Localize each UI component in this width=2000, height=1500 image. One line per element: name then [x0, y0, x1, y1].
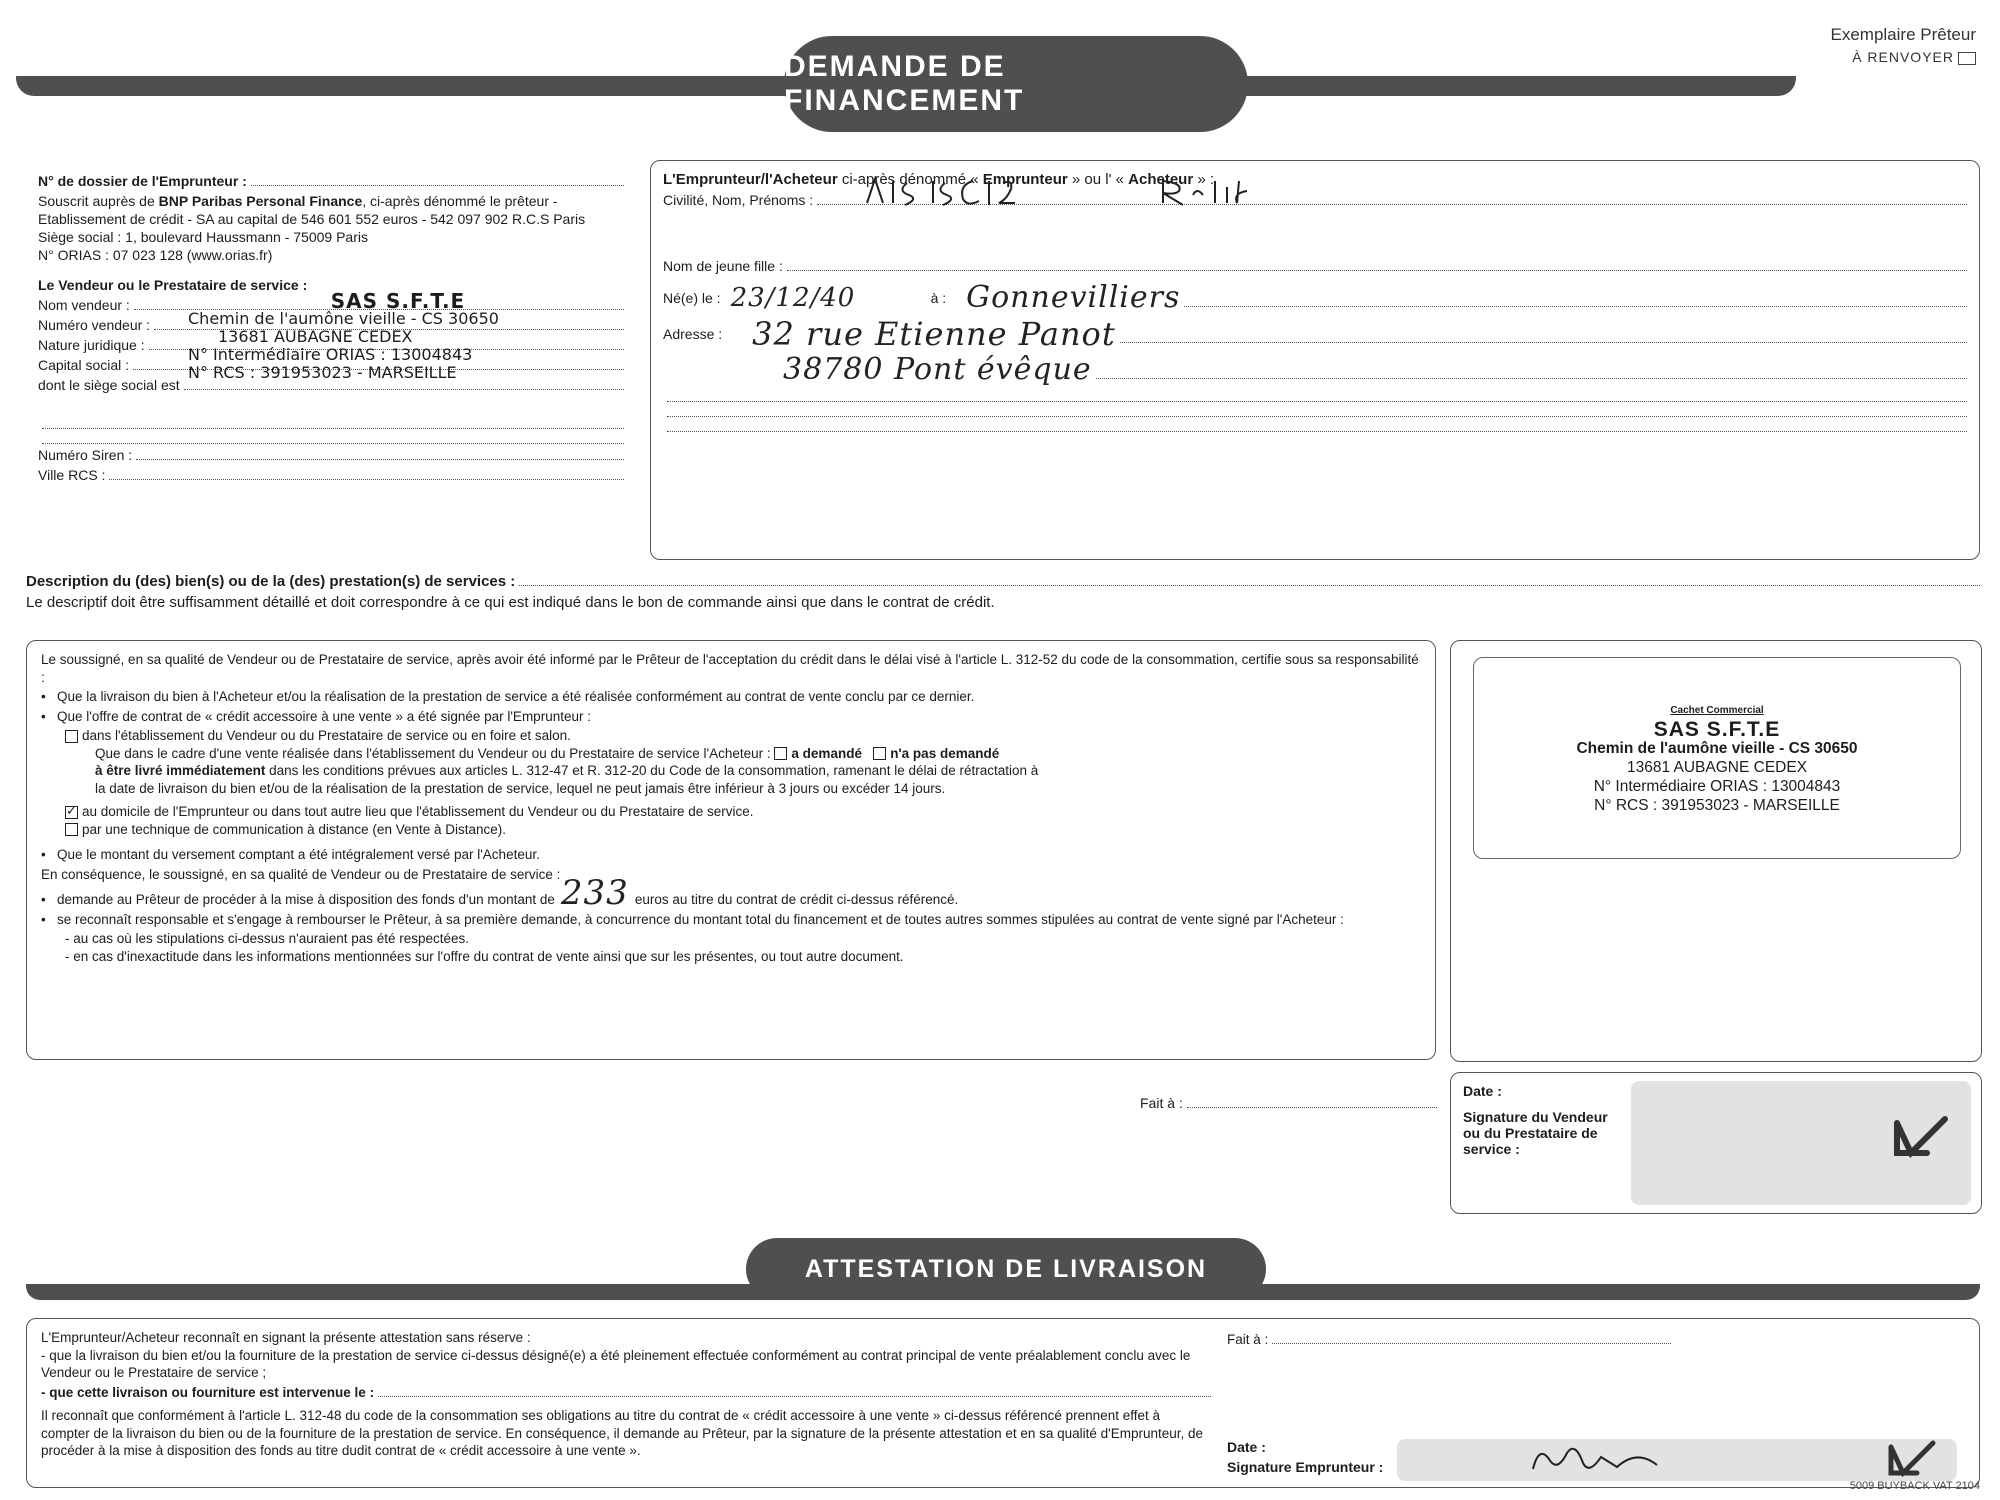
maiden-name-field[interactable] — [787, 258, 1967, 271]
home-checkbox[interactable] — [65, 806, 78, 819]
stamp-city: 13681 AUBAGNE CEDEX — [1626, 759, 1808, 776]
copy-sub: À RENVOYER — [1852, 49, 1954, 65]
delivery-date-field[interactable] — [378, 1384, 1211, 1397]
attestation-p3: Il reconnaît que conformément à l'article L. 312-48 du code de la consommation ses obligations au titre du contrat de « crédit accessoire à une vente » ci-dessus référencé prennent effet à compter de la livraison du bien ou de la fourniture de la prestation de service. En conséquence, il demande au Prêteur, par la signature de la présente attestation et en sa qualité d'Emprunteur, de procéder à la mise à disposition des fonds au titre dudit contrat de « crédit accessoire à une vente ». — [41, 1408, 1204, 1458]
description-title: Description du (des) bien(s) ou de la (des) prestation(s) de services : — [26, 573, 516, 590]
option-home: ✓au domicile de l'Emprunteur ou dans tout autre lieu que l'établissement du Vendeur ou du Prestataire de service. — [41, 803, 1421, 821]
vendor-heading: Le Vendeur ou le Prestataire de service : — [38, 277, 308, 293]
cert-bullet-delivery: • Que la livraison du bien à l'Acheteur et/ou la réalisation de la prestation de service a été réalisée conformément au contrat de vente conclu par ce dernier. — [41, 689, 975, 704]
borrower-signature — [1527, 1439, 1727, 1479]
lender-line-2: Etablissement de crédit - SA au capital de 546 601 552 euros - 542 097 902 R.C.S Paris — [38, 211, 586, 227]
vendor-place-field[interactable] — [1187, 1107, 1437, 1108]
vendor-stamp-orias: N° Intermédiaire ORIAS : 13004843 — [188, 345, 473, 364]
vendor-sign-here-checkmark — [1891, 1113, 1951, 1163]
civility-label: Civilité, Nom, Prénoms : — [663, 192, 814, 208]
immediate-delivery-text-2: la date de livraison du bien et/ou de la réalisation de la prestation de service, lequel ne peut jamais être inférieur à 3 jours ou excéder 14 jours. — [95, 780, 946, 796]
address-line-3[interactable] — [667, 389, 1967, 402]
vendor-signature-box — [1450, 1072, 1982, 1214]
vendor-number-label: Numéro vendeur : — [38, 317, 151, 333]
vendor-date-label: Date : — [1463, 1083, 1502, 1099]
vendor-name-label: Nom vendeur : — [38, 297, 130, 313]
birth-place-label: à : — [930, 290, 947, 306]
borrower-section — [650, 160, 1980, 560]
vendor-stamp-name: SAS S.F.T.E — [330, 289, 466, 313]
rcs-city-field[interactable] — [109, 467, 624, 480]
vendor-stamp-city: 13681 AUBAGNE CEDEX — [218, 327, 413, 346]
vendor-stamp — [188, 289, 608, 382]
attestation-header — [26, 1238, 1980, 1310]
stamp-address: Chemin de l'aumône vieille - CS 30650 — [1576, 740, 1858, 757]
siren-field[interactable] — [136, 447, 624, 460]
address-line-1[interactable]: 32 rue Etienne Panot — [752, 315, 1116, 353]
vendor-extra-line-2[interactable] — [42, 431, 624, 444]
borrower-place-field[interactable] — [1272, 1331, 1671, 1344]
page-header — [16, 18, 1984, 146]
vendor-extra-line-1[interactable] — [42, 416, 624, 429]
cert-case-1: - au cas où les stipulations ci-dessus n'auraient pas été respectées. — [65, 931, 470, 946]
commercial-stamp-box — [1450, 640, 1982, 1062]
vendor-stamp-rcs: N° RCS : 391953023 - MARSEILLE — [188, 363, 457, 382]
borrower-fait-label: Fait à : — [1227, 1332, 1269, 1347]
attestation-title: ATTESTATION DE LIVRAISON — [746, 1238, 1266, 1300]
cert-bullet-funds: • demande au Prêteur de procéder à la mise à disposition des fonds d'un montant de 233 euros au titre du contrat de crédit ci-dessus référencé. — [41, 873, 959, 913]
birth-line — [1184, 294, 1967, 307]
immediate-delivery-text: à être livré immédiatement dans les conditions prévues aux articles L. 312-47 et R. 312-20 du Code de la consommation, ramenant le délai de rétractation à — [95, 763, 1039, 778]
lender-line-1: Souscrit auprès de BNP Paribas Personal Finance, ci-après dénommé le prêteur - — [38, 193, 558, 209]
attestation-p2: - que cette livraison ou fourniture est intervenue le : — [41, 1384, 375, 1400]
description-section — [26, 570, 1980, 612]
stamp-label: Cachet Commercial — [1670, 705, 1764, 716]
consequence-text: En conséquence, le soussigné, en sa qualité de Vendeur ou de Prestataire de service : — [41, 866, 561, 882]
address-line-2[interactable]: 38780 Pont évêque — [783, 352, 1092, 387]
attestation-section — [26, 1318, 1980, 1488]
header-ribbon-right — [1216, 76, 1796, 96]
commercial-stamp — [1473, 657, 1961, 859]
copy-checkbox[interactable] — [1958, 52, 1976, 65]
amount-value[interactable]: 233 — [560, 873, 629, 913]
cert-bullet-offer: • Que l'offre de contrat de « crédit accessoire à une vente » a été signée par l'Emprunteur : — [41, 708, 591, 724]
form-reference-code: 5009 BUYBACK VAT 2104 — [1849, 1480, 1980, 1492]
dossier-field[interactable] — [251, 173, 624, 186]
address-label: Adresse : — [663, 326, 723, 342]
siren-label: Numéro Siren : — [38, 447, 133, 463]
address-line-5[interactable] — [667, 419, 1967, 432]
address-line-4[interactable] — [667, 404, 1967, 417]
option-establishment: dans l'établissement du Vendeur ou du Prestataire de service ou en foire et salon. — [41, 727, 1421, 745]
vendor-signature-label: Signature du Vendeur ou du Prestataire de service : — [1463, 1109, 1608, 1157]
borrower-signature-label: Signature Emprunteur : — [1227, 1459, 1384, 1475]
header-ribbon-left — [16, 76, 816, 96]
not-asked-delivery-checkbox[interactable] — [873, 747, 886, 760]
dossier-label: N° de dossier de l'Emprunteur : — [38, 173, 247, 189]
vendor-stamp-address: Chemin de l'aumône vieille - CS 30650 — [188, 309, 499, 328]
borrower-date-label: Date : — [1227, 1439, 1266, 1455]
copy-indicator — [1830, 24, 1976, 68]
lender-vendor-section — [26, 160, 636, 560]
attestation-intro: L'Emprunteur/Acheteur reconnaît en signant la présente attestation sans réserve : — [41, 1330, 531, 1345]
option-establishment-detail: Que dans le cadre d'une vente réalisée dans l'établissement du Vendeur ou du Prestataire de service l'Acheteur : a demandé n'a pas demandé — [95, 745, 1000, 761]
birth-date-value[interactable]: 23/12/40 — [730, 283, 856, 313]
establishment-checkbox[interactable] — [65, 730, 78, 743]
borrower-heading: L'Emprunteur/l'Acheteur ci-après dénommé « Emprunteur » ou l' « Acheteur » : — [663, 171, 1215, 188]
stamp-rcs: N° RCS : 391953023 - MARSEILLE — [1594, 797, 1840, 814]
borrower-signature-block — [1227, 1439, 1967, 1479]
attestation-left — [41, 1329, 1211, 1460]
description-field[interactable] — [519, 573, 1980, 586]
stamp-orias: N° Intermédiaire ORIAS : 13004843 — [1593, 778, 1841, 795]
asked-delivery-checkbox[interactable] — [774, 747, 787, 760]
copy-label: Exemplaire Prêteur — [1830, 25, 1976, 44]
legal-nature-label: Nature juridique : — [38, 337, 145, 353]
birth-date-label: Né(e) le : — [663, 290, 721, 306]
borrower-sign-here-checkmark — [1887, 1439, 1937, 1479]
option-distance: par une technique de communication à distance (en Vente à Distance). — [41, 821, 1421, 839]
rcs-city-label: Ville RCS : — [38, 467, 106, 483]
form-title: DEMANDE DE FINANCEMENT — [784, 36, 1248, 132]
description-body: Le descriptif doit être suffisamment détaillé et doit correspondre à ce qui est indiqué dans le bon de commande ainsi que dans le contrat de crédit. — [26, 594, 995, 611]
attestation-p1: - que la livraison du bien et/ou la fourniture de la prestation de service ci-dessus désigné(e) a été pleinement effectuée conformément au contrat principal de vente préalablement conclu avec le Vendeur ou le Prestataire de service ; — [41, 1347, 1191, 1380]
birth-place-value[interactable]: Gonnevilliers — [966, 280, 1181, 315]
address-line-1-dots — [1120, 330, 1967, 343]
certification-section — [26, 640, 1436, 1060]
maiden-name-label: Nom de jeune fille : — [663, 258, 783, 274]
lender-line-3: Siège social : 1, boulevard Haussmann - 75009 Paris — [38, 229, 368, 245]
address-line-2-dots — [1096, 366, 1967, 379]
attestation-right — [1227, 1329, 1967, 1351]
cert-bullet-payment: • Que le montant du versement comptant a été intégralement versé par l'Acheteur. — [41, 847, 540, 862]
head-office-label: dont le siège social est — [38, 377, 180, 393]
stamp-name: SAS S.F.T.E — [1653, 718, 1781, 741]
lender-line-4: N° ORIAS : 07 023 128 (www.orias.fr) — [38, 247, 273, 263]
distance-checkbox[interactable] — [65, 823, 78, 836]
capital-label: Capital social : — [38, 357, 130, 373]
certification-intro: Le soussigné, en sa qualité de Vendeur ou de Prestataire de service, après avoir été informé par le Prêteur de l'acceptation du crédit dans le délai visé à l'article L. 312-52 du code de la consommation, certifie sous sa responsabilité : — [41, 652, 1419, 685]
cert-case-2: - en cas d'inexactitude dans les informations mentionnées sur l'offre du contrat de vente ainsi que sur les présentes, ou tout autre document. — [65, 948, 904, 964]
borrower-name-handwriting — [863, 169, 1383, 213]
vendor-fait: Fait à : — [1140, 1095, 1437, 1111]
cert-bullet-responsibility: • se reconnaît responsable et s'engage à rembourser le Prêteur, à sa première demande, à concurrence du montant total du financement et de toutes autres sommes stipulées au contrat de vente signé par l'Acheteur : — [41, 911, 1344, 927]
